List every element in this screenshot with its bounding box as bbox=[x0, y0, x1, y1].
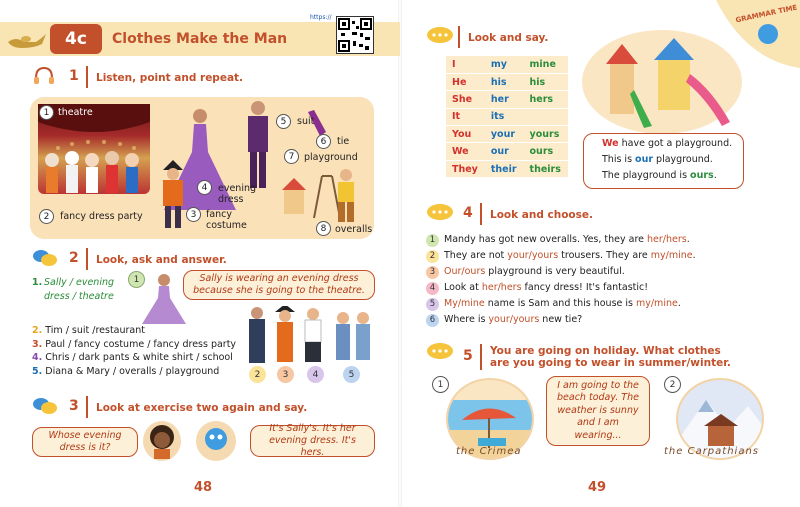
table-cell: hers bbox=[524, 91, 568, 108]
ex2-prompt-list bbox=[32, 324, 242, 378]
vocab-num-1: 1 bbox=[39, 105, 54, 120]
ex2-example-bubble: Sally is wearing an evening dress because she is going to the theatre. bbox=[183, 270, 375, 300]
table-cell: mine bbox=[524, 56, 568, 73]
ex3-answer-bubble: It's Sally's. It's her evening dress. It's hers. bbox=[250, 425, 375, 457]
ex4-separator bbox=[480, 203, 482, 225]
table-row bbox=[446, 108, 568, 125]
ex4-item-2-number: 2 bbox=[426, 250, 439, 263]
ex4-item-5-choice-b[interactable]: my/mine bbox=[635, 298, 678, 309]
summary-line-2 bbox=[602, 152, 743, 168]
ex2-badge-3: 3 bbox=[277, 366, 294, 383]
grammar-title: Look and say. bbox=[468, 32, 549, 44]
ex4-item-2-choice-a[interactable]: your/yours bbox=[507, 250, 559, 261]
ex2-line-4-number: 4. bbox=[32, 352, 43, 363]
ex4-item-6-choice[interactable]: your/yours bbox=[488, 314, 540, 325]
ex4-item-5-end: . bbox=[677, 298, 681, 309]
table-cell: yours bbox=[524, 126, 568, 143]
ex2-badge-2: 2 bbox=[249, 366, 266, 383]
table-row bbox=[446, 126, 568, 143]
ex4-sentence-list bbox=[426, 232, 756, 328]
vocab-label-fancy-dress-party: fancy dress party bbox=[60, 211, 143, 222]
ex5-number: 5 bbox=[463, 348, 473, 364]
table-cell: I bbox=[446, 56, 485, 73]
vocab-num-3: 3 bbox=[186, 207, 201, 222]
four-characters-illustration bbox=[245, 306, 375, 370]
vocab-num-5: 5 bbox=[276, 114, 291, 129]
table-cell: It bbox=[446, 108, 485, 125]
ex4-item-4-end: fancy dress! It's fantastic! bbox=[524, 282, 649, 293]
ex2-number: 2 bbox=[69, 250, 79, 266]
ex5-title: You are going on holiday. What clothes are you going to wear in summer/winter. bbox=[490, 345, 731, 369]
suit-man-illustration bbox=[242, 100, 274, 194]
ex2-line-2-text: Tim / suit /restaurant bbox=[45, 325, 145, 336]
table-cell: their bbox=[485, 160, 524, 177]
ex2-example-prompt: Sally / evening dress / theatre bbox=[44, 277, 115, 302]
list-item bbox=[426, 232, 756, 248]
vocab-num-6: 6 bbox=[316, 134, 331, 149]
ex4-item-3-choice[interactable]: Our/ours bbox=[444, 266, 486, 277]
list-item bbox=[426, 280, 756, 296]
vocab-label-suit: suit bbox=[297, 116, 315, 127]
table-cell bbox=[524, 108, 568, 125]
vocab-label-theatre: theatre bbox=[58, 107, 93, 118]
place-label-carpathians: the Carpathians bbox=[664, 446, 759, 457]
playground-image bbox=[582, 30, 742, 134]
vocab-label-fancy-costume: fancy costume bbox=[206, 209, 247, 231]
table-cell: our bbox=[485, 143, 524, 160]
ex4-item-6-end: new tie? bbox=[542, 314, 583, 325]
summary-line-1-pronoun: We bbox=[602, 138, 619, 149]
summary-line-2-adjective: our bbox=[635, 154, 654, 165]
table-cell: He bbox=[446, 73, 485, 90]
vocab-label-playground: playground bbox=[304, 152, 358, 163]
vocab-label-overalls: overalls bbox=[335, 224, 373, 235]
ex2-line-3-text: Paul / fancy costume / fancy dress party bbox=[45, 338, 237, 350]
magic-lamp-icon bbox=[6, 30, 48, 54]
girl-avatar bbox=[143, 421, 181, 461]
summary-line-3 bbox=[602, 168, 743, 184]
ex2-line-5-text: Diana & Mary / overalls / playground bbox=[45, 365, 220, 377]
list-item bbox=[426, 296, 756, 312]
ex4-item-1-end: . bbox=[686, 234, 690, 245]
ex2-example-badge: 1 bbox=[128, 271, 145, 288]
table-cell: its bbox=[485, 108, 524, 125]
unit-number-badge: 4c bbox=[50, 24, 102, 54]
table-cell: theirs bbox=[524, 160, 568, 177]
ex2-title: Look, ask and answer. bbox=[96, 254, 227, 266]
ex2-badge-5: 5 bbox=[343, 366, 360, 383]
ex4-item-4-number: 4 bbox=[426, 282, 439, 295]
vocab-num-4: 4 bbox=[197, 180, 212, 195]
summary-line-2-start: This is bbox=[602, 154, 636, 165]
table-cell: She bbox=[446, 91, 485, 108]
ex1-separator bbox=[86, 66, 88, 88]
genie-avatar bbox=[196, 421, 236, 461]
ex2-line-2-number: 2. bbox=[32, 325, 43, 336]
summary-line-3-pronoun: ours bbox=[690, 170, 714, 181]
list-item bbox=[426, 248, 756, 264]
ex4-item-3-number: 3 bbox=[426, 266, 439, 279]
ex4-item-6-text: Where is bbox=[444, 314, 486, 325]
speech-bubbles-icon bbox=[32, 396, 58, 420]
table-cell: your bbox=[485, 126, 524, 143]
unit-title: Clothes Make the Man bbox=[112, 31, 288, 47]
ex2-separator bbox=[86, 248, 88, 270]
ex4-item-1-number: 1 bbox=[426, 234, 439, 247]
table-cell: They bbox=[446, 160, 485, 177]
page-number-right: 49 bbox=[588, 480, 607, 495]
ex2-example-number: 1. bbox=[32, 277, 43, 288]
ex5-speech-bubble: I am going to the beach today. The weather is sunny and I am wearing... bbox=[546, 376, 650, 446]
fancy-costume-kid-illustration bbox=[155, 160, 191, 234]
ex4-item-6-number: 6 bbox=[426, 314, 439, 327]
ex4-item-1-text: Mandy has got new overalls. Yes, they are bbox=[444, 234, 645, 245]
table-row bbox=[446, 56, 568, 73]
ex4-item-1-choice[interactable]: her/hers bbox=[647, 234, 687, 245]
ex4-title: Look and choose. bbox=[490, 209, 593, 221]
ex4-item-2-middle: trousers. They are bbox=[561, 250, 648, 261]
sally-illustration bbox=[140, 272, 188, 330]
ex4-item-5-number: 5 bbox=[426, 298, 439, 311]
ex3-question-bubble: Whose evening dress is it? bbox=[32, 427, 138, 457]
page-number-left: 48 bbox=[194, 480, 213, 495]
summary-line-1-rest: have got a playground. bbox=[618, 138, 733, 149]
speech-bubble-dots-icon bbox=[426, 203, 454, 227]
ex4-item-5-middle: name is Sam and this house is bbox=[487, 298, 633, 309]
table-row bbox=[446, 73, 568, 90]
ex4-item-4-text: Look at bbox=[444, 282, 479, 293]
qr-url[interactable]: https:// bbox=[310, 14, 332, 21]
page-gutter bbox=[398, 0, 402, 507]
ex3-title: Look at exercise two again and say. bbox=[96, 402, 308, 414]
ex3-number: 3 bbox=[69, 398, 79, 414]
summary-line-2-end: playground. bbox=[653, 154, 713, 165]
qr-code-icon[interactable] bbox=[336, 16, 374, 54]
ex2-line-5-number: 5. bbox=[32, 365, 43, 377]
list-item bbox=[426, 264, 756, 280]
summary-line-1 bbox=[602, 136, 743, 152]
ex4-item-5-choice-a[interactable]: My/mine bbox=[444, 298, 485, 309]
vocab-label-tie: tie bbox=[337, 136, 350, 147]
possessive-pronoun-table bbox=[446, 56, 568, 178]
vocab-num-7: 7 bbox=[284, 149, 299, 164]
list-item bbox=[426, 312, 756, 328]
overalls-kid-illustration bbox=[334, 168, 358, 228]
ex5-right-number: 2 bbox=[664, 376, 681, 393]
grammar-separator bbox=[458, 26, 460, 48]
ex4-item-4-choice[interactable]: her/hers bbox=[481, 282, 522, 293]
vocab-label-evening-dress: evening dress bbox=[218, 183, 257, 205]
speech-bubble-dots-icon bbox=[426, 26, 454, 50]
table-cell: You bbox=[446, 126, 485, 143]
table-cell: his bbox=[485, 73, 524, 90]
ex4-item-2-text: They are not bbox=[444, 250, 505, 261]
table-cell: ours bbox=[524, 143, 568, 160]
summary-line-3-start: The playground is bbox=[602, 170, 691, 181]
ex5-left-number: 1 bbox=[432, 376, 449, 393]
ex5-separator bbox=[480, 344, 482, 370]
grammar-summary-box bbox=[583, 133, 744, 189]
ex1-number: 1 bbox=[69, 68, 79, 84]
vocab-num-2: 2 bbox=[39, 209, 54, 224]
table-row bbox=[446, 160, 568, 177]
table-cell: her bbox=[485, 91, 524, 108]
ex2-line-3-number: 3. bbox=[32, 338, 43, 350]
ex4-number: 4 bbox=[463, 205, 473, 221]
table-row bbox=[446, 91, 568, 108]
table-cell: his bbox=[524, 73, 568, 90]
vocab-num-8: 8 bbox=[316, 221, 331, 236]
speech-bubble-dots-icon bbox=[426, 342, 454, 366]
ex4-item-2-choice-b[interactable]: my/mine bbox=[650, 250, 693, 261]
ex2-line-4-text: Chris / dark pants & white shirt / school bbox=[45, 352, 233, 363]
fancy-dress-kids-illustration bbox=[40, 150, 150, 206]
summary-line-3-end: . bbox=[713, 170, 717, 181]
ex1-title: Listen, point and repeat. bbox=[96, 72, 244, 84]
ex4-item-3-text: playground is very beautiful. bbox=[488, 266, 625, 277]
ex3-separator bbox=[86, 396, 88, 418]
headphones-icon bbox=[32, 66, 56, 90]
grammar-time-label: GRAMMAR TIME bbox=[734, 3, 799, 25]
place-label-crimea: the Crimea bbox=[456, 446, 522, 457]
speech-bubbles-icon bbox=[32, 248, 58, 272]
table-row bbox=[446, 143, 568, 160]
ex4-item-2-end: . bbox=[692, 250, 696, 261]
ex2-badge-4: 4 bbox=[307, 366, 324, 383]
table-cell: my bbox=[485, 56, 524, 73]
table-cell: We bbox=[446, 143, 485, 160]
